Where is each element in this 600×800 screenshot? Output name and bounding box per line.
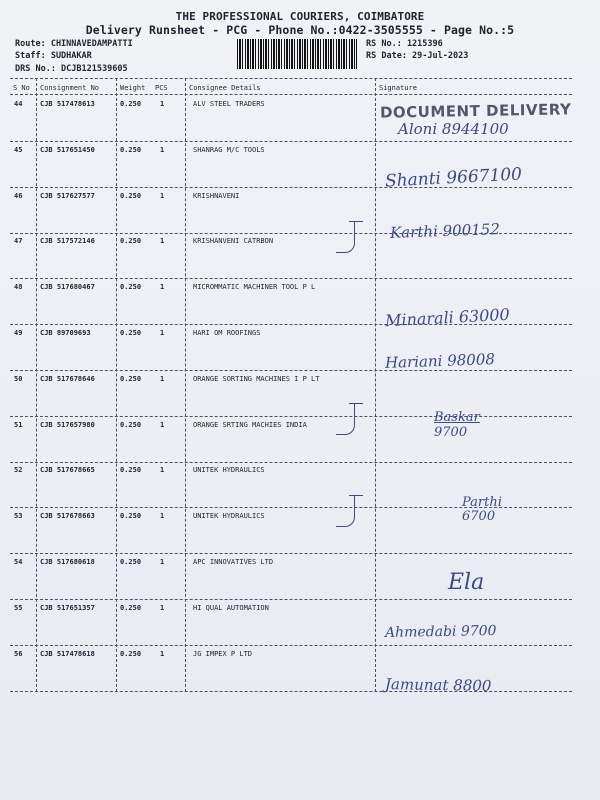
cell-consignee: ORANGE SRTING MACHIES INDIA — [193, 420, 307, 429]
cell-pcs: 1 — [160, 603, 165, 612]
cell-pcs: 1 — [160, 374, 165, 383]
document-delivery-stamp: DOCUMENT DELIVERY — [379, 100, 572, 122]
row-divider-line — [10, 416, 572, 417]
check-mark-icon — [336, 496, 355, 527]
cell-weight: 0.250 — [120, 420, 142, 429]
cell-consignment: CJB 517678646 — [40, 374, 95, 383]
row-divider-line — [10, 278, 572, 279]
header-divider-line — [10, 94, 572, 95]
cell-pcs: 1 — [160, 512, 165, 521]
signature-56 — [385, 675, 492, 695]
cell-sno: 45 — [14, 145, 23, 154]
signature-name: Minarali — [384, 307, 455, 331]
barcode — [237, 39, 357, 69]
signature-phone: 900152 — [442, 220, 501, 241]
cell-weight: 0.250 — [120, 558, 142, 566]
signature-phone: 9700 — [460, 623, 497, 640]
row-divider-line — [10, 141, 572, 142]
cell-consignment: CJB 517680467 — [40, 283, 95, 292]
cell-pcs: 1 — [160, 100, 165, 108]
signature-phone: 98008 — [446, 350, 496, 370]
cell-sno: 54 — [14, 558, 23, 566]
staff-label: Staff: SUDHAKAR — [15, 51, 92, 61]
cell-consignment: CJB 517478613 — [40, 100, 95, 108]
signature-phone: 63000 — [458, 304, 511, 327]
col-header-sno: S No — [13, 84, 30, 92]
signature-name: Ela — [448, 570, 485, 595]
col-header-pcs: PCS — [155, 84, 168, 92]
cell-pcs: 1 — [160, 649, 165, 658]
signature-name: Ahmedabi — [384, 623, 457, 641]
row-divider-line — [10, 645, 572, 646]
cell-consignment: CJB 517680618 — [40, 558, 95, 566]
cell-consignee: HARI OM ROOFINGS — [193, 329, 261, 337]
signature-50-51 — [434, 410, 480, 440]
signature-name: Parthi — [462, 495, 502, 510]
signature-name: Hariani — [384, 351, 443, 372]
cell-consignee: UNITEK HYDRAULICS — [193, 466, 265, 475]
cell-consignment: CJB 517678663 — [40, 512, 95, 521]
col-header-signature: Signature — [379, 84, 417, 92]
signature-49 — [385, 350, 495, 372]
cell-sno: 56 — [14, 649, 23, 658]
signature-48 — [385, 305, 511, 331]
cell-weight: 0.250 — [120, 603, 142, 612]
cell-weight: 0.250 — [120, 145, 142, 154]
cell-sno: 47 — [14, 237, 23, 246]
cell-consignment: CJB 517651450 — [40, 145, 95, 154]
check-mark-icon — [336, 404, 355, 435]
cell-weight: 0.250 — [120, 191, 142, 200]
cell-pcs: 1 — [160, 191, 165, 200]
runsheet-subtitle: Delivery Runsheet - PCG - Phone No.:0422-3505555 - Page No.:5 — [85, 23, 515, 37]
signature-52-53 — [462, 496, 502, 524]
cell-consignee: UNITEK HYDRAULICS — [193, 512, 265, 521]
row-divider-line — [10, 370, 572, 371]
cell-consignee: ALV STEEL TRADERS — [193, 100, 265, 108]
signature-phone: 8944100 — [441, 120, 509, 138]
signature-44 — [398, 120, 509, 138]
row-divider-line — [10, 553, 572, 554]
signature-name: Shanti — [384, 168, 442, 192]
cell-weight: 0.250 — [120, 374, 142, 383]
cell-weight: 0.250 — [120, 649, 142, 658]
cell-weight: 0.250 — [120, 283, 142, 292]
cell-pcs: 1 — [160, 145, 165, 154]
cell-sno: 55 — [14, 603, 23, 612]
cell-sno: 49 — [14, 329, 23, 337]
signature-name: Jamunat — [384, 675, 449, 695]
cell-pcs: 1 — [160, 283, 165, 292]
cell-sno: 46 — [14, 191, 23, 200]
cell-sno: 52 — [14, 466, 23, 475]
cell-consignee: KRISHANVENI CATRBON — [193, 237, 274, 246]
signature-phone: 6700 — [462, 509, 496, 524]
row-divider-line — [10, 462, 572, 463]
cell-pcs: 1 — [160, 237, 165, 246]
signature-phone: 8800 — [453, 676, 492, 695]
table-top-line — [10, 78, 572, 79]
cell-pcs: 1 — [160, 329, 165, 337]
cell-sno: 51 — [14, 420, 23, 429]
cell-sno: 48 — [14, 283, 23, 292]
cell-weight: 0.250 — [120, 237, 142, 246]
cell-consignee: HI QUAL AUTOMATION — [193, 603, 269, 612]
cell-consignee: KRISHNAVENI — [193, 191, 240, 200]
route-label: Route: CHINNAVEDAMPATTI — [15, 39, 133, 49]
cell-pcs: 1 — [160, 558, 165, 566]
signature-46-47 — [390, 220, 500, 242]
cell-consignment: CJB 517657980 — [40, 420, 95, 429]
cell-consignment: CJB 517627577 — [40, 191, 95, 200]
drs-number: DRS No.: DCJB121539605 — [15, 64, 128, 74]
cell-sno: 44 — [14, 100, 23, 108]
cell-sno: 50 — [14, 374, 23, 383]
cell-consignee: JG IMPEX P LTD — [193, 649, 253, 658]
cell-consignee: ORANGE SORTING MACHINES I P LT — [193, 374, 320, 383]
cell-pcs: 1 — [160, 466, 165, 475]
signature-54 — [448, 570, 484, 595]
cell-consignee: APC INNOVATIVES LTD — [193, 558, 274, 566]
row-divider-line — [10, 187, 572, 188]
cell-consignment: CJB 517651357 — [40, 603, 95, 612]
cell-consignee: SHANRAG M/C TOOLS — [193, 145, 265, 154]
cell-sno: 53 — [14, 512, 23, 521]
cell-consignment: CJB 517678665 — [40, 466, 95, 475]
col-header-consignment: Consignment No — [40, 84, 100, 92]
signature-phone: 9667100 — [445, 164, 523, 189]
rs-date: RS Date: 29-Jul-2023 — [366, 51, 469, 61]
cell-weight: 0.250 — [120, 100, 142, 108]
col-header-weight: Weight — [120, 84, 146, 92]
cell-pcs: 1 — [160, 420, 165, 429]
signature-55 — [385, 623, 497, 641]
signature-name: Baskar — [434, 410, 480, 425]
cell-weight: 0.250 — [120, 512, 142, 521]
cell-consignment: CJB 517478618 — [40, 649, 95, 658]
cell-weight: 0.250 — [120, 329, 142, 337]
cell-consignment: CJB 89709693 — [40, 329, 91, 337]
cell-consignee: MICROMMATIC MACHINER TOOL P L — [193, 283, 316, 292]
check-mark-icon — [336, 222, 355, 253]
company-title: THE PROFESSIONAL COURIERS, COIMBATORE — [175, 10, 425, 23]
row-divider-line — [10, 599, 572, 600]
rs-number: RS No.: 1215396 — [366, 39, 443, 49]
signature-phone: 9700 — [434, 425, 468, 440]
signature-name: Aloni — [398, 120, 438, 138]
col-header-consignee: Consignee Details — [189, 84, 261, 92]
signature-name: Karthi — [389, 222, 439, 242]
cell-consignment: CJB 517572146 — [40, 237, 95, 246]
cell-weight: 0.250 — [120, 466, 142, 475]
